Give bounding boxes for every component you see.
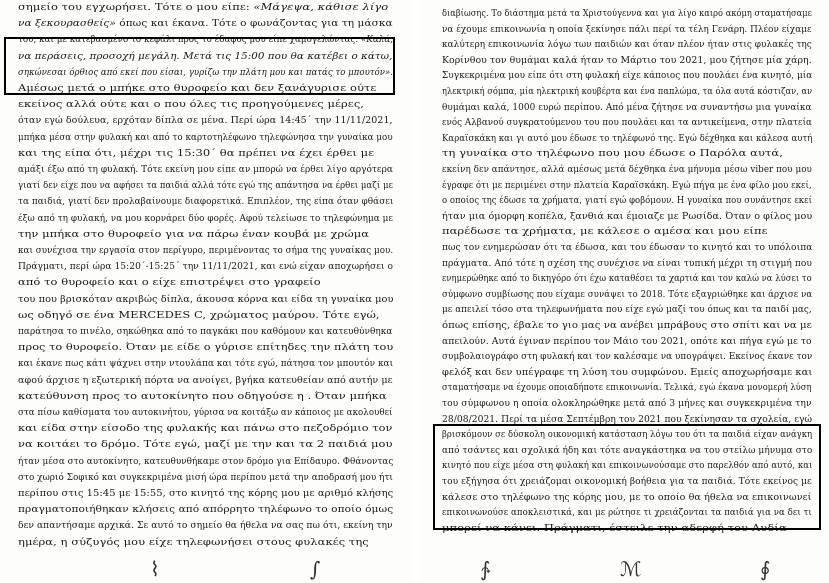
- text-segment: και τα 2 παιδιά μου: [275, 439, 393, 451]
- highlight-box-right: [433, 424, 821, 530]
- text-line: [442, 117, 812, 129]
- text-segment: «Μάγεψα, κάθισε λίγο: [253, 2, 389, 13]
- text-line: [18, 229, 369, 242]
- text-line: [442, 226, 768, 239]
- text-segment: εκείνος αλλά ούτε και ο: [18, 99, 165, 111]
- text-segment: και της είπα ότι, μέχρι τις 15:30΄ θα πρέπει να έχει έρθει με: [18, 147, 375, 159]
- text-line: [442, 195, 812, 207]
- signature-mark: ⌇: [150, 557, 160, 581]
- text-segment: του σύμφωνου η οποία ολοκληρώθηκε μετά από 3 μήνες και συγκεκριμένα την: [442, 398, 812, 409]
- text-line: [18, 326, 393, 338]
- text-segment: ήταν μια όμορφη κοπέλα, ξανθιά και έμοιαζε με Ρωσίδα. Όταν ο φίλος μου: [442, 210, 813, 222]
- text-line: [442, 382, 812, 394]
- text-segment: κινητό που είχε μέσα στη φυλακή και επικοινωνούσαμε στο παρελθόν από αυτό, και: [442, 460, 813, 472]
- text-line: [18, 310, 380, 323]
- text-segment: πως τον ενημερώσαν ότι τα έδωσα, και του έδωσαν το κινητό και το υπόλοιπα: [442, 242, 813, 253]
- page-gutter: [412, 0, 420, 583]
- text-segment: «Καλά,: [361, 34, 394, 46]
- text-line: [442, 86, 812, 98]
- text-segment: μπήκε στο θυροφείο και δεν ξανάγυρισε ούτε: [109, 83, 377, 94]
- text-segment: δεν απαντήσαμε αρχικά. Σε αυτό το σημείο θα ήθελα να σας πω ότι, εκείνη την: [18, 520, 393, 532]
- text-segment: να περάσεις, προσοχή μεγάλη. Μετά τις 15:00 που θα κατέβει ο: [18, 50, 362, 62]
- text-segment: να ξεκουρασθείς»: [18, 18, 116, 30]
- text-line: [442, 8, 812, 20]
- text-line: [18, 148, 374, 161]
- text-line: [442, 304, 812, 316]
- text-segment: μπήκα μέσα στην φυλακή και από το καρτοτηλέφωνο τηλεφώνησα την γυναίκα μου: [18, 131, 393, 143]
- text-line: [442, 164, 812, 176]
- text-line: [18, 375, 393, 387]
- text-line: [442, 367, 812, 379]
- text-segment: ημέρα, η σύζυγός μου: [18, 536, 149, 548]
- text-line: [18, 407, 393, 419]
- text-segment: φελόξ και δεν υπέγραφε τη λύση του συμφώνου. Εμείς αποχωρήσαμε και: [442, 366, 813, 378]
- text-segment: του, και με κατεβασμένο το κεφάλι προς το έδαφος μου είπε χαμογελώντας:: [18, 34, 362, 46]
- text-segment: συμβολαιογράφο στη φυλακή και τον καλέσαμε να υπογράψει. Εκείνος έκανε τον: [442, 351, 813, 363]
- text-line: [18, 423, 392, 436]
- text-line: [18, 537, 369, 550]
- text-line: [18, 164, 393, 176]
- text-segment: και είδα στην είσοδο της φυλακής και πάνω στο πεζοδρόμιο τον: [18, 423, 393, 435]
- text-line: [18, 391, 387, 404]
- text-segment: την: [18, 228, 43, 240]
- text-segment: να έχουμε επικοινωνία η οποία ξεκίνησε πάλι περί τα τέλη Γενάρη. Πλέον είχαμε: [442, 23, 812, 35]
- text-segment: ήτι: [379, 471, 393, 483]
- text-line: [18, 358, 393, 370]
- text-segment: στα πίσω καθίσματα του αυτοκινήτου, γύρισα να κοιτάξω αν κάποιος με ακολουθεί: [18, 407, 393, 418]
- text-segment: φωνάζοντας για τη μάσκα: [249, 18, 393, 30]
- text-segment: του εξήγησα ότι χρειάζομαι οικονομική βοήθεια για τα παιδιά. Τότε εκείνος με: [442, 476, 812, 487]
- text-segment: επικοινωνούσε αποκλειστικά, και με ρώτησε τι χρειάζονται τα παιδιά για να δει τι: [442, 507, 812, 519]
- text-segment: ήταν μέσα στο αυτοκίνητο, κατευθυνθήκαμε στον δρόμο για Επίδαυρο. Φθάνοντας: [18, 455, 394, 467]
- text-segment: ο οποίος της έδωσε τα χρήματα, γιατί εγώ φοβόμουν. Η γυναίκα που συνάντησε εκεί: [442, 195, 812, 207]
- text-segment: αμάξι έξω από τη φυλακή. Τότε εκείνη μου είπε αν μπορώ να έρθει λίγο αργότερα: [18, 164, 393, 175]
- text-line: [442, 211, 812, 223]
- text-line: [18, 213, 393, 225]
- text-segment: καλύτερη επικοινωνία λόγω των παιδιών και όταν πλέον ήταν στις φυλακές της: [442, 39, 812, 51]
- text-line: [442, 55, 812, 67]
- text-line: [442, 148, 783, 161]
- highlight-box-left: [4, 37, 395, 95]
- text-segment: διαβίωσης. Το διάστημα μετά τα Χριστούγεννα και για λίγο καιρό ακόμη σταματήσαμε: [442, 8, 812, 19]
- text-line: [442, 320, 812, 332]
- text-segment: με απειλεί τόσο στα τηλεφωνήματα που είχε εγώ μαζί του όπως και τα παιδί μας,: [442, 304, 812, 316]
- text-segment: ως οδηγό σε ένα MERCEDES C, χρώματος μαύρου. Τότε εγώ,: [18, 309, 380, 321]
- text-segment: στο χωριό Σοφικό και συγκεκριμένα μισή ώρα περίπου μετά την αποδρασή μου: [18, 471, 380, 483]
- text-segment: σημείο του εγχωρήσει. Τότε ο: [18, 2, 197, 13]
- text-segment: έξω από τη φυλακή, να μου κορνάρει δύο φορές. Αφού τελείωσε το τηλεφώνημα με: [18, 212, 394, 224]
- text-segment: κάτω,: [361, 50, 393, 62]
- text-line: [442, 398, 812, 410]
- text-line: [18, 115, 393, 127]
- text-segment: όπως επίσης, έβαλε το γιο μας να ανέβει μπράβους στο σπίτι και να με: [442, 320, 812, 331]
- text-segment: ενός Αλβανού συγκρατούμενου του που πουλάει και τα αντικείμενα, στην πλατεία: [442, 117, 812, 129]
- text-line: [18, 504, 393, 517]
- text-segment: τη γυναίκα στο τηλέφωνο που μου έδωσε ο: [442, 148, 700, 160]
- signature-mark: ℳ: [620, 557, 642, 581]
- signature-mark: ∮: [760, 557, 771, 581]
- text-segment: τα παιδιά, γιατί δεν προλαβαίνουμε διαφορετικά. Επιπλέον, της είπα όταν φθάσει: [18, 196, 394, 208]
- text-segment: Πράγματι, περί ώρα 15:20΄-15:25΄ την 11/11/2021, και ενώ είχαν αποχωρήσει ο: [18, 261, 394, 273]
- text-segment: . Όταν μπήκα: [307, 390, 387, 402]
- text-segment: προς το θυροφείο. Όταν με είδε ο: [18, 342, 215, 354]
- text-line: [18, 180, 393, 192]
- text-line: [442, 289, 812, 301]
- text-line: [442, 102, 812, 114]
- text-segment: Καραϊσκάκη και γι αυτό μου έδωσε το τηλέφωνό της. Εγώ δέχθηκα και κάλεσα αυτή: [442, 132, 813, 144]
- text-line: [442, 24, 812, 36]
- text-segment: και συνέχισα την εργασία στον περίγυρο, περιμένοντας το σήμα της γυναίκας μου.: [18, 245, 394, 256]
- text-segment: βρισκόμουν σε δύσκολη οικονομική κατάσταση λόγω του ότι τα παιδιά είχαν ανάγκη: [442, 429, 813, 441]
- text-segment: από τσάντες και σχολικά ήδη και τότε αναγκάστηκα να του στείλω μήνυμα στο: [442, 444, 813, 456]
- text-segment: αμέσα και μου είπε: [654, 226, 768, 238]
- text-segment: Αυδία: [751, 522, 787, 534]
- text-segment: κάλεσε στο τηλέφωνο της κόρης μου, με το οποίο θα ήθελα να επικοινωνεί: [442, 491, 812, 503]
- text-segment: όπως και έκανα. Τότε ο: [115, 18, 250, 30]
- text-line: [18, 99, 364, 112]
- text-segment: είχε τηλεφωνήσει στους φυλακές της: [148, 536, 369, 548]
- text-segment: είχε επιστρέψει στο γραφείο: [152, 277, 321, 289]
- text-line: [442, 180, 812, 192]
- text-segment: όταν εγώ δούλευα, ερχόταν δίπλα σε μένα. Περί ώρα 14:45΄ την 11/11/2021,: [18, 115, 393, 127]
- text-segment: αφού άρχισε η εξωτερική πόρτα να ανοίγει, βγήκα κατευθείαν από αυτήν με: [18, 374, 393, 386]
- text-segment: περίπου στις 15:45 με 15:55, στο κινητό της κόρης μου με αριθμό κλήσης: [18, 488, 394, 499]
- text-segment: παρέδωσε τα χρήματα, με κάλεσε ο: [442, 226, 655, 238]
- text-segment: πραγματοποιήθηκαν κλήσεις από απόρρητο τηλέφωνο το οποίο όμως: [18, 504, 394, 516]
- text-segment: πράγματα. Από τότε η σχέση της συνέχισε να είναι τυπική μέχρι τη στιγμή που: [442, 257, 812, 269]
- text-segment: ενημερώθηκε από το δικηγόρο ότι έχω καταθέσει τα χαρτιά και τον καλώ να λύσει το: [442, 273, 812, 285]
- text-segment: γιατί δεν είχε που να αφήσει τα παιδιά αλλά τότε εγώ της απάντησα να έρθει μαζί με: [18, 180, 393, 192]
- text-line: [442, 351, 812, 363]
- signature-mark: ∱: [480, 557, 491, 581]
- text-segment: που όλες τις προηγούμενες μέρες,: [164, 99, 365, 111]
- text-segment: και έκανε πως κάτι ψάχνει στην ντουλάπα και τότε εγώ, πάτησα τον μπουτόν και: [18, 358, 394, 370]
- text-line: [18, 342, 393, 355]
- text-line: [442, 133, 812, 145]
- text-line: [18, 294, 393, 306]
- text-segment: από το θυροφείο και ο: [18, 277, 153, 289]
- text-segment: σταματήσαμε να έχουμε οποιαδήποτε επικοινωνία. Τελικά, εγώ έκανα μονομερή λύση: [442, 382, 812, 394]
- text-line: [442, 273, 812, 285]
- signature-mark: ∫: [310, 557, 321, 581]
- text-line: [442, 242, 812, 254]
- text-segment: απειλούν. Αυτά έγιναν περίπου τον Μάιο του 2021, οπότε και πήγα εγώ με το: [442, 335, 812, 347]
- text-line: [18, 2, 388, 15]
- text-segment: να κοιτάει το δρόμο. Τότε εγώ, μαζί με την: [18, 439, 276, 451]
- text-line: [18, 132, 393, 144]
- text-segment: Παρόλα αυτά,: [699, 148, 783, 160]
- text-line: [442, 336, 812, 348]
- text-segment: παράτησα το πινέλο, σηκώθηκα από το παγκάκι που καθόμουν και κατευθύνθηκα: [18, 326, 393, 337]
- text-line: [442, 258, 812, 270]
- text-line: [18, 439, 393, 452]
- text-segment: Αμέσως μετά ο: [18, 83, 110, 94]
- text-line: [18, 488, 393, 500]
- text-segment: μπορεί να κάνει. Πράγματι, έστειλε την αδερφή του: [442, 522, 752, 534]
- text-segment: κατεύθυνση προς το αυτοκίνητο που οδηγούσε η: [18, 390, 308, 402]
- text-segment: σηκώνεσαι όρθιος από εκεί που είσαι, γυρίζω την πλάτη μου και πατάς το μπουτόν».: [18, 66, 393, 78]
- text-line: [18, 261, 393, 273]
- text-line: [442, 39, 812, 51]
- text-segment: του που βρισκόταν ακριβώς δίπλα, άκουσα κόρνα και είδα τη γυναίκα μου: [18, 293, 394, 305]
- text-line: [18, 245, 393, 257]
- text-segment: εκείνη δεν απάντησε, αλλά αμέσως μετά δέχθηκα ένα μήνυμα μέσω viber που μου: [442, 164, 812, 175]
- text-line: [18, 456, 393, 468]
- text-segment: Κορίνθου τον θυμάμαι καλά ήταν το Μάρτιο του 2021, μου ζήτησε μία χάρη.: [442, 54, 812, 66]
- text-line: [18, 520, 393, 532]
- text-line: [18, 277, 321, 290]
- text-segment: μου είπε:: [196, 2, 254, 13]
- text-segment: σύμφωνο συμβίωσης που είχαμε συνάψει το 2018. Τότε εξαγριώθηκε και άρχισε να: [442, 288, 813, 300]
- text-segment: μπήκα στο θυροφείο για να πάρω έναν κουβά με χρώμα: [42, 228, 370, 240]
- text-segment: θυμάμαι καλά, 1000 ευρώ περίπου. Από μένα ζήτησε να συναντήσω μια γυναίκα: [442, 101, 812, 113]
- text-line: [18, 18, 393, 31]
- text-segment: έγραφε ότι με περιμένει στην πλατεία Καραϊσκάκη. Εγώ πήγα με ένα φίλο μου εκεί,: [442, 179, 812, 191]
- text-line: [442, 70, 812, 82]
- text-line: [18, 196, 393, 208]
- text-segment: 28/08/2021. Περί τα μέσα Σεπτέμβρη του 2021 που ξεκίνησαν τα σχολεία, εγώ: [442, 413, 813, 425]
- text-segment: ηλεκτρική σόμπα, μία ηλεκτρική κουβέρτα και ένα παπλώμα, τα όλα αυτά κόστιζαν, αν: [442, 86, 813, 97]
- text-segment: γύρισε επίτηδες την πλάτη του: [214, 342, 394, 354]
- text-line: [18, 472, 393, 484]
- text-segment: Συγκεκριμένα μου είπε ότι στη φυλακή είχε κάποιος που πουλάει ένα κινητό, μία: [442, 70, 813, 82]
